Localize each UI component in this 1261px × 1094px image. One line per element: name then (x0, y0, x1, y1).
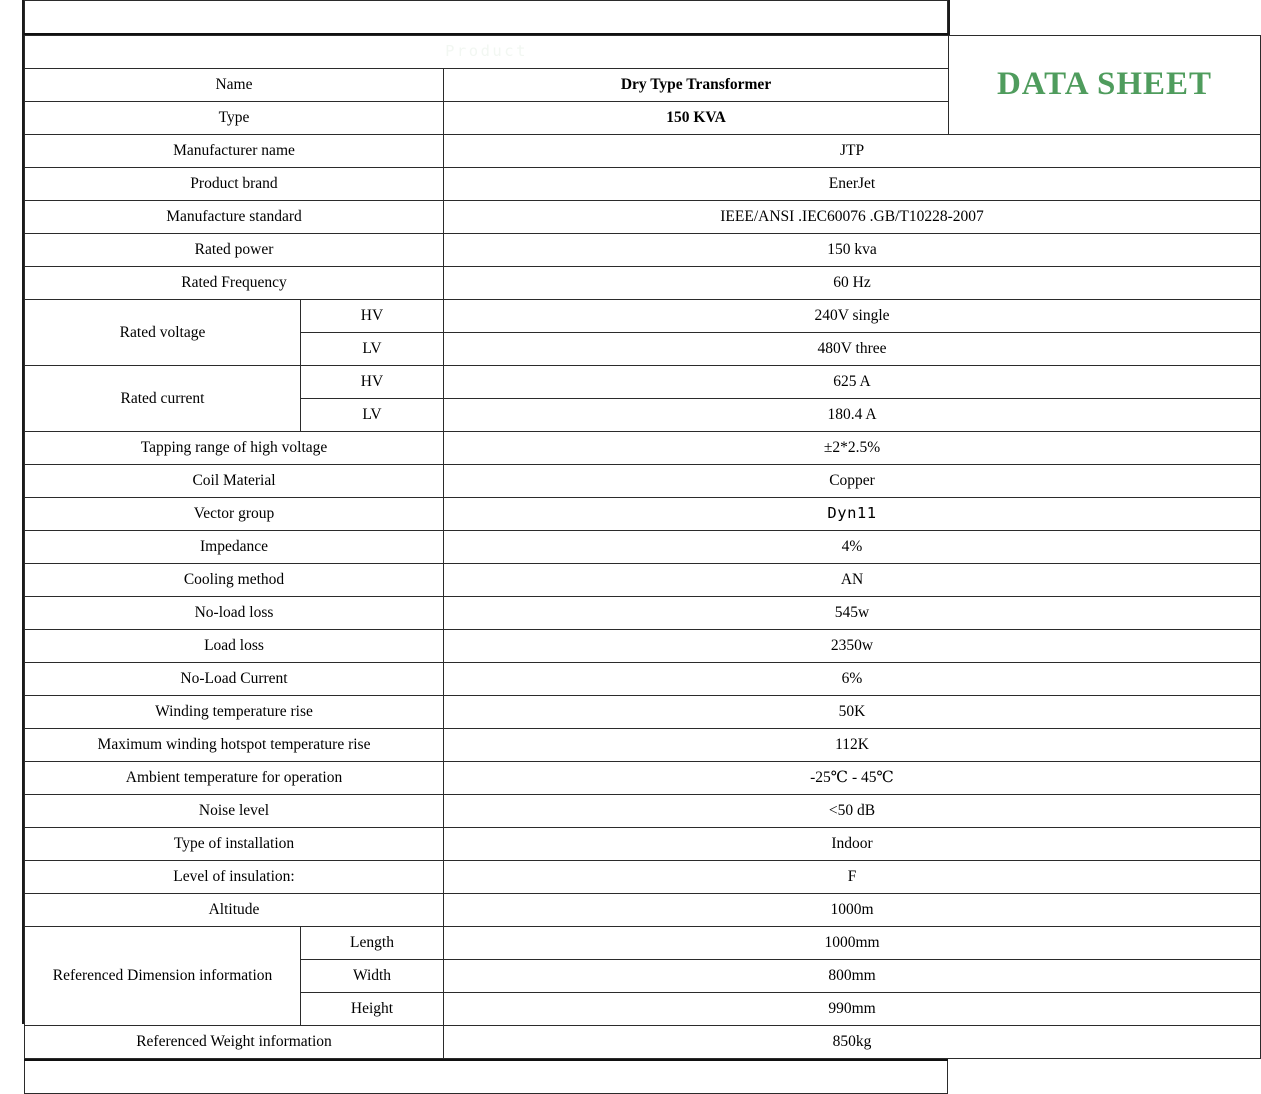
row-sub-rated-voltage-lv: LV (301, 333, 444, 366)
row-label-level-of-insulation: Level of insulation: (25, 861, 444, 894)
row-value-no-load-current: 6% (444, 663, 1261, 696)
table-row (25, 531, 1261, 564)
row-label-vector-group: Vector group (25, 498, 444, 531)
row-label-rated-frequency: Rated Frequency (25, 267, 444, 300)
table-row (25, 498, 1261, 531)
row-label-rated-current: Rated current (25, 366, 301, 432)
datasheet-body (25, 36, 1261, 1059)
table-row (25, 432, 1261, 465)
table-row (25, 135, 1261, 168)
row-label-product-brand: Product brand (25, 168, 444, 201)
product-section-header: Product (25, 36, 949, 69)
row-value-cooling-method: AN (444, 564, 1261, 597)
row-value-dimension-length: 1000mm (444, 927, 1261, 960)
row-sub-dimension-width: Width (301, 960, 444, 993)
row-label-name: Name (25, 69, 444, 102)
row-value-level-of-insulation: F (444, 861, 1261, 894)
row-value-rated-frequency: 60 Hz (444, 267, 1261, 300)
table-row (25, 168, 1261, 201)
row-sub-rated-voltage-hv: HV (301, 300, 444, 333)
table-row (25, 927, 1261, 960)
row-value-altitude: 1000m (444, 894, 1261, 927)
table-row (25, 564, 1261, 597)
table-row (25, 201, 1261, 234)
row-label-tapping-range: Tapping range of high voltage (25, 432, 444, 465)
table-row (25, 696, 1261, 729)
bottom-partial-cell (25, 1060, 948, 1094)
product-header-row (25, 36, 1261, 69)
row-label-winding-temp-rise: Winding temperature rise (25, 696, 444, 729)
datasheet-title-cell (949, 36, 1261, 135)
table-row (25, 828, 1261, 861)
row-value-rated-power: 150 kva (444, 234, 1261, 267)
row-label-type: Type (25, 102, 444, 135)
row-value-product-brand: EnerJet (444, 168, 1261, 201)
row-value-rated-voltage-lv: 480V three (444, 333, 1261, 366)
row-sub-dimension-length: Length (301, 927, 444, 960)
row-sub-rated-current-lv: LV (301, 399, 444, 432)
row-sub-dimension-height: Height (301, 993, 444, 1026)
row-label-load-loss: Load loss (25, 630, 444, 663)
row-value-vector-group: Dyn11 (444, 498, 1261, 531)
row-label-ambient-temperature: Ambient temperature for operation (25, 762, 444, 795)
row-label-dimension-information: Referenced Dimension information (25, 927, 301, 1026)
table-row (25, 366, 1261, 399)
row-label-altitude: Altitude (25, 894, 444, 927)
row-sub-rated-current-hv: HV (301, 366, 444, 399)
table-row (25, 1026, 1261, 1059)
row-value-manufacture-standard: IEEE/ANSI .IEC60076 .GB/T10228-2007 (444, 201, 1261, 234)
table-row (25, 861, 1261, 894)
row-value-ambient-temperature: -25℃ - 45℃ (444, 762, 1261, 795)
row-value-rated-voltage-hv: 240V single (444, 300, 1261, 333)
datasheet-frame (22, 0, 1213, 1051)
top-spacer-cell (25, 1, 948, 35)
row-label-impedance: Impedance (25, 531, 444, 564)
row-value-winding-temp-rise: 50K (444, 696, 1261, 729)
row-value-weight-information: 850kg (444, 1026, 1261, 1059)
row-label-no-load-current: No-Load Current (25, 663, 444, 696)
row-value-dimension-width: 800mm (444, 960, 1261, 993)
row-value-name: Dry Type Transformer (444, 69, 949, 102)
top-spacer-band (24, 0, 948, 35)
row-value-rated-current-lv: 180.4 A (444, 399, 1261, 432)
row-value-dimension-height: 990mm (444, 993, 1261, 1026)
row-label-cooling-method: Cooling method (25, 564, 444, 597)
row-value-load-loss: 2350w (444, 630, 1261, 663)
datasheet-table (24, 35, 1261, 1059)
row-value-coil-material: Copper (444, 465, 1261, 498)
row-label-weight-information: Referenced Weight information (25, 1026, 444, 1059)
row-value-no-load-loss: 545w (444, 597, 1261, 630)
row-label-rated-voltage: Rated voltage (25, 300, 301, 366)
table-row (25, 267, 1261, 300)
row-value-max-hotspot-temp-rise: 112K (444, 729, 1261, 762)
row-value-manufacturer-name: JTP (444, 135, 1261, 168)
row-label-no-load-loss: No-load loss (25, 597, 444, 630)
table-row (25, 630, 1261, 663)
row-label-manufacturer-name: Manufacturer name (25, 135, 444, 168)
row-value-type: 150 KVA (444, 102, 949, 135)
row-value-tapping-range: ±2*2.5% (444, 432, 1261, 465)
row-label-noise-level: Noise level (25, 795, 444, 828)
row-label-type-of-installation: Type of installation (25, 828, 444, 861)
table-row (25, 762, 1261, 795)
row-value-type-of-installation: Indoor (444, 828, 1261, 861)
page-title: DATA SHEET (996, 66, 1213, 103)
row-label-manufacture-standard: Manufacture standard (25, 201, 444, 234)
table-row (25, 300, 1261, 333)
table-row (25, 465, 1261, 498)
row-label-rated-power: Rated power (25, 234, 444, 267)
table-row (25, 894, 1261, 927)
table-row (25, 234, 1261, 267)
row-value-noise-level: <50 dB (444, 795, 1261, 828)
table-row (25, 795, 1261, 828)
table-row (25, 729, 1261, 762)
row-value-rated-current-hv: 625 A (444, 366, 1261, 399)
table-row (25, 597, 1261, 630)
bottom-partial-row (24, 1059, 948, 1094)
row-value-impedance: 4% (444, 531, 1261, 564)
table-row (25, 663, 1261, 696)
row-label-coil-material: Coil Material (25, 465, 444, 498)
row-label-max-hotspot-temp-rise: Maximum winding hotspot temperature rise (25, 729, 444, 762)
